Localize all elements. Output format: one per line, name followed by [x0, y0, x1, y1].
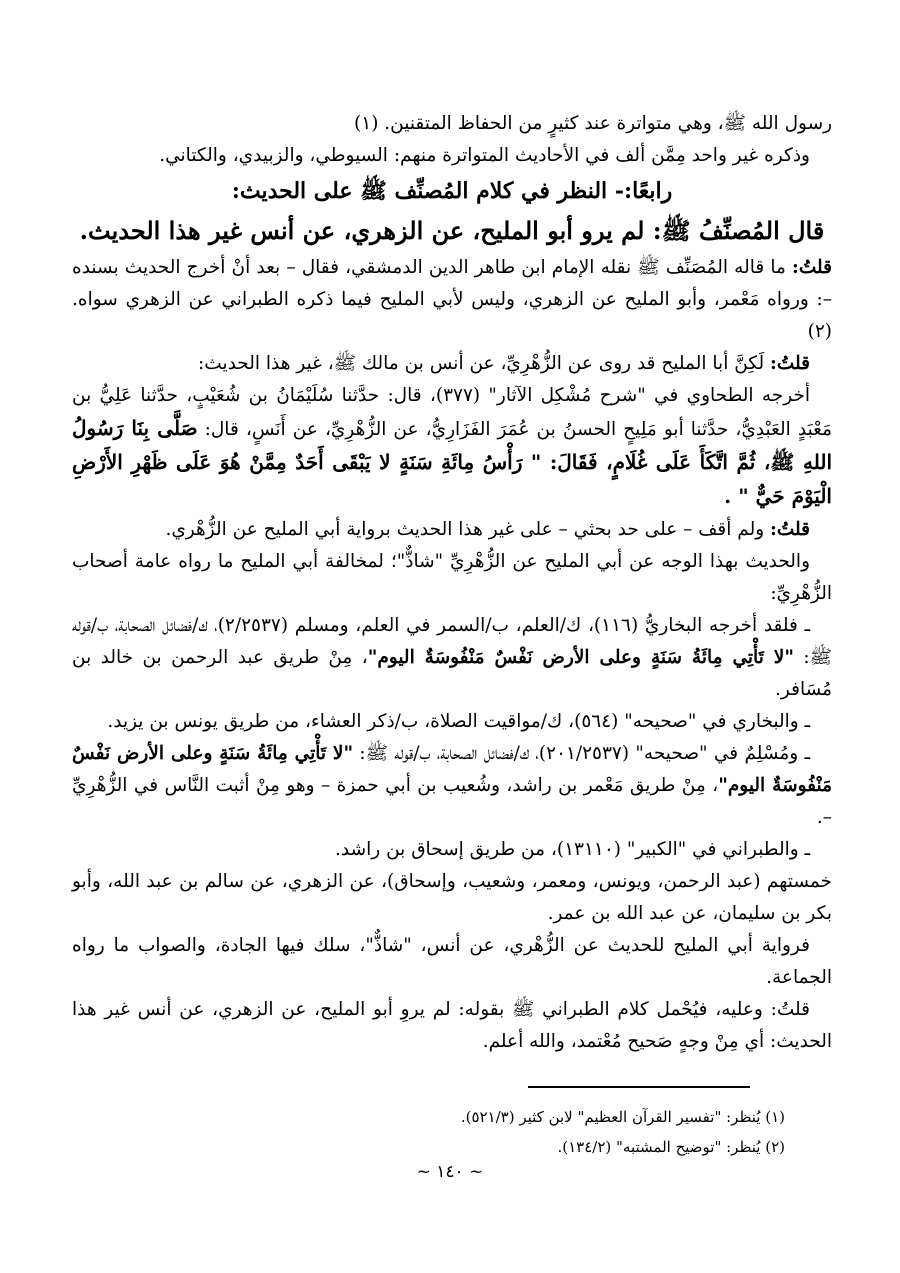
paragraph-6-text: ولم أقف – على حد بحثي – على غير هذا الحديث برواية أبي المليح عن الزُّهْري. [165, 519, 771, 540]
hadith-chapter-title: "لا تَأْتِي مِائَةُ سَنَةٍ وعلى الأرض نَفْسٌ مَنْفُوسَةٌ اليوم" [72, 743, 832, 796]
paragraph-8-text-a: ـ فلقد أخرجه البخاريُّ (١١٦)، ك/العلم، ب/السمر في العلم، ومسلم (٢/٢٥٣٧)، ك/فضائل الصحابة، ب/قوله ﷺ: [72, 615, 832, 668]
paragraph-14: قلتُ: وعليه، فيُحْمل كلام الطبراني ﷺ بقوله: لم يروِ أبو المليح، عن الزهري، عن أنس غير هذا الحديث: أي مِنْ وجهٍ صَحيح مُعْتمد، والله أعلم. [72, 999, 832, 1052]
paragraph-12: خمستهم (عبد الرحمن، ويونس، ومعمر، وشعيب، وإسحاق)، عن الزهري، عن سالم بن عبد الله، وأبو بكر بن سليمان، عن عبد الله بن عمر. [72, 871, 832, 924]
paragraph-8 [72, 610, 832, 706]
paragraph-4 [72, 348, 832, 380]
paragraph-3-text: ما قاله المُصَنِّف ﷺ نقله الإمام ابن طاهر الدين الدمشقي، فقال – بعد أنْ أخرج الحديث بسنده –: ورواه مَعْمر، وأبو المليح عن الزهري، وليس لأبي المليح فيما ذكره الطبراني عن الزهري سواه. (٢) [72, 257, 832, 342]
paragraph-10 [72, 738, 832, 834]
paragraph-5 [72, 380, 832, 514]
main-text [72, 108, 832, 1058]
footnote-2: (٢) يُنظر: "توضيح المشتبه" (١٣٤/٢). [557, 1138, 785, 1156]
qultu-label: قلتُ: [770, 519, 810, 540]
footnote-divider [528, 1086, 750, 1088]
paragraph-10-text-b: ، مِنْ طريق مَعْمر بن راشد، وشُعيب بن أبي حمزة – وهو مِنْ أثبت النَّاس في الزُّهْرِيِّ –. [72, 775, 832, 828]
page-number: ~ ١٤٠ ~ [416, 1162, 484, 1182]
paragraph-9: ـ والبخاري في "صحيحه" (٥٦٤)، ك/مواقيت الصلاة، ب/ذكر العشاء، من طريق يونس بن يزيد. [107, 711, 810, 732]
paragraph-3 [72, 252, 832, 348]
paragraph-5-text: أخرجه الطحاوي في "شرح مُشْكِل الآثار" (٣٧٧)، قال: حدَّثنا سُلَيْمَانُ بن شُعَيْبٍ، حدَّثنا عَلِيُّ بن مَعْبَدٍ العَبْدِيُّ، حدَّثنا أبو مَلِيحٍ الحسنُ بن عُمَرَ الفَزَارِيُّ، عن الزُّهْرِيِّ، عن أَنَسٍ، قال: [72, 385, 832, 440]
paragraph-13: فرواية أبي المليح للحديث عن الزُّهْري، عن أنس، "شاذٌّ"، سلك فيها الجادة، والصواب ما رواه الجماعة. [72, 935, 832, 988]
paragraph-2: وذكره غير واحد مِمَّن ألف في الأحاديث المتواترة منهم: السيوطي، والزبيدي، والكتاني. [159, 145, 810, 166]
paragraph-4-text: لَكِنَّ أبا المليح قد روى عن الزُّهْرِيِّ، عن أنس بن مالك ﷺ، غير هذا الحديث: [198, 353, 771, 374]
qultu-label: قلتُ: [770, 353, 810, 374]
paragraph-7: والحديث بهذا الوجه عن أبي المليح عن الزُّهْرِيِّ "شاذٌّ"؛ لمخالفة أبي المليح ما رواه عامة أصحاب الزُّهْرِيِّ: [72, 551, 832, 604]
author-quote: قال المُصنِّفُ ﷺ: لم يرو أبو المليح، عن الزهري، عن أنس غير هذا الحديث. [79, 216, 825, 245]
paragraph-6 [72, 514, 832, 546]
footnotes [80, 1102, 785, 1162]
qultu-label: قلتُ: [792, 257, 832, 278]
paragraph-11: ـ والطبراني في "الكبير" (١٣١١٠)، من طريق إسحاق بن راشد. [335, 839, 810, 860]
paragraph-8-text-b: ، مِنْ طريق عبد الرحمن بن خالد بن مُسَافر. [72, 647, 832, 700]
paragraph-10-text-a: ـ ومُسْلِمٌ في "صحيحه" (٢٠١/٢٥٣٧)، ك/فضائل الصحابة، ب/قوله ﷺ: [353, 743, 810, 764]
hadith-text: صَلَّى بِنَا رَسُولُ اللهِ ﷺ، ثُمَّ اتَّكَأَ عَلَى غُلَامٍ، فَقَالَ: " رَأْسُ مِائَةِ سَنَةٍ لا يَبْقَى أَحَدٌ مِمَّنْ هُوَ عَلَى ظَهْرِ الأَرْضِ الْيَوْمَ حَيٌّ " . [72, 416, 832, 508]
hadith-chapter-title: "لا تَأْتِي مِائَةُ سَنَةٍ وعلى الأرض نَفْسٌ مَنْفُوسَةٌ اليوم" [367, 647, 794, 668]
section-heading: رابعًا:- النظر في كلام المُصنِّف ﷺ على الحديث: [231, 178, 673, 204]
paragraph-1: رسول الله ﷺ، وهي متواترة عند كثيرٍ من الحفاظ المتقنين. (١) [354, 113, 832, 134]
footnote-1: (١) يُنظر: "تفسير القرآن العظيم" لابن كثير (٥٢١/٣). [460, 1108, 785, 1126]
